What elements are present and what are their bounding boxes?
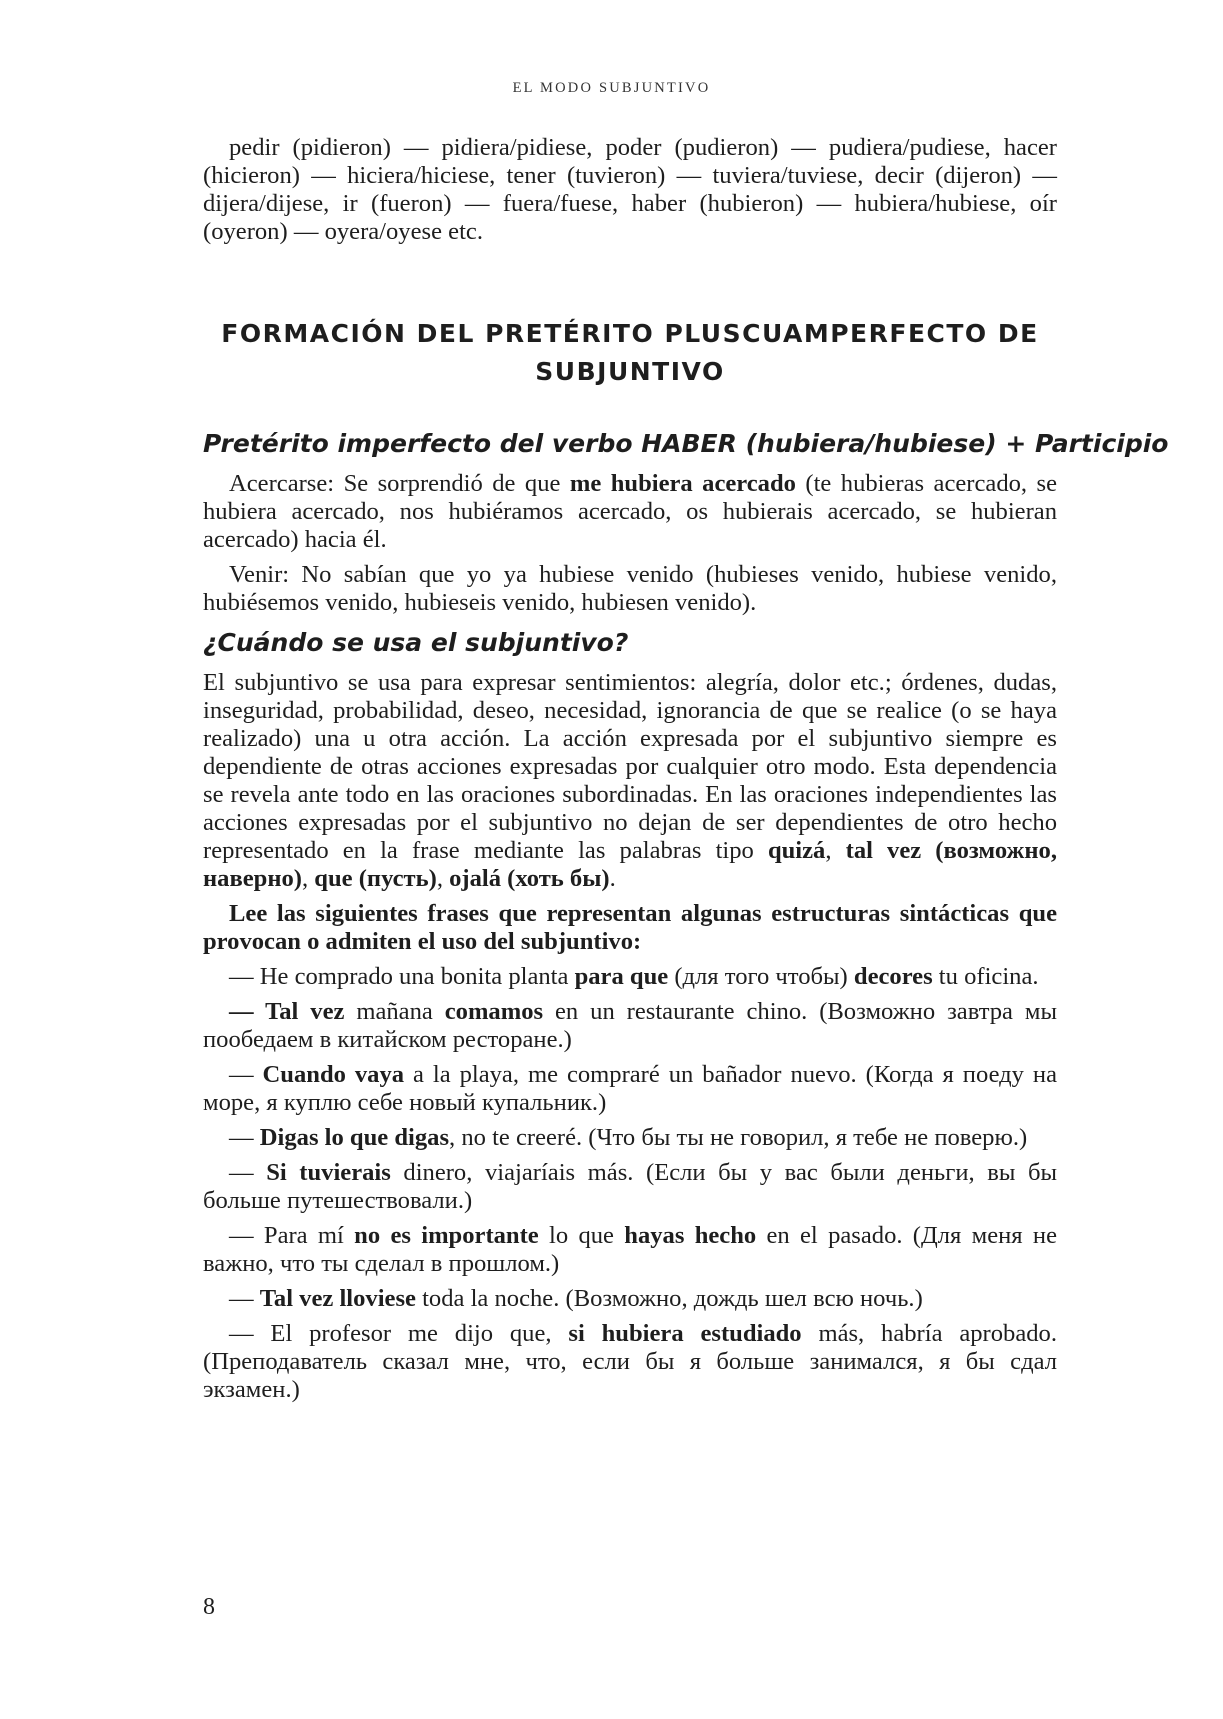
example-sentence (203, 998, 1057, 1054)
example-text: — (229, 1061, 263, 1088)
formation-heading: Pretérito imperfecto del verbo HABER (hubiera/hubiese) + Participio (203, 429, 1169, 458)
example-bold: no es importante (354, 1222, 539, 1249)
usage-word-ojala: ojalá (хоть бы) (449, 865, 610, 892)
page-content (203, 134, 1169, 1404)
example-text: toda la noche. (Возможно, дождь шел всю ночь.) (415, 1285, 923, 1312)
example-bold: decores (853, 963, 933, 990)
usage-end: . (609, 865, 616, 892)
example-bold: comamos (444, 998, 544, 1025)
example-text: — (229, 1159, 267, 1186)
example-text: — Para mí (229, 1222, 355, 1249)
example-bold: Digas lo que digas (259, 1124, 450, 1151)
example-text: — (229, 1285, 260, 1312)
example-bold: Si tuvierais (266, 1159, 391, 1186)
usage-word-quiza: quizá (767, 837, 826, 864)
example-sentence (203, 1061, 1057, 1117)
example-text: en el pasado. (Для меня не важно, что ты сделал в прошлом.) (203, 1222, 1057, 1277)
usage-sep: , (436, 865, 450, 892)
example-acercarse-tail: (te hubieras acercado, se hubiera acercado, nos hubiéramos acercado, os hubierais acercado, se hubieran acercado) hacia él. (203, 470, 1057, 553)
usage-text: El subjuntivo se usa para expresar sentimientos: alegría, dolor etc.; órdenes, dudas, inseguridad, probabilidad, deseo, necesidad, ignorancia de que se realice (o se haya realizado) una u otra acción. La acción expresada por el subjuntivo siempre es dependiente de otras acciones expresadas por cualquier otro modo. Esta dependencia se revela ante todo en las oraciones subordinadas. En las oraciones independientes las acciones expresadas por el subjuntivo no dejan de ser dependientes de otro hecho representado en la frase mediante las palabras tipo (203, 669, 1057, 864)
example-bold: hayas hecho (624, 1222, 757, 1249)
example-bold: para que (574, 963, 669, 990)
example-sentence (203, 1320, 1057, 1404)
usage-heading: ¿Cuándo se usa el subjuntivo? (203, 628, 629, 657)
example-text: — (229, 1124, 260, 1151)
example-sentence (203, 1124, 1057, 1152)
example-text: , no te creeré. (Что бы ты не говорил, я тебе не поверю.) (449, 1124, 1028, 1151)
instruction (203, 900, 1057, 956)
example-acercarse-lead: Acercarse: Se sorprendió de que (229, 470, 570, 497)
usage-sep: , (825, 837, 846, 864)
instruction-text: Lee las siguientes frases que representan algunas estructuras sintácticas que provocan o admiten el uso del subjuntivo: (203, 900, 1057, 955)
example-bold: si hubiera estudiado (568, 1320, 802, 1347)
example-sentence (203, 1285, 1057, 1313)
section-title-line2: SUBJUNTIVO (535, 357, 725, 386)
example-bold: Tal vez lloviese (259, 1285, 416, 1312)
usage-word-que: que (пусть) (314, 865, 437, 892)
example-text: mañana (344, 998, 445, 1025)
example-text: a la playa, me compraré un bañador nuevo. (Когда я поеду на море, я куплю себе новый купальник.) (203, 1061, 1057, 1116)
usage-paragraph (203, 669, 1057, 893)
example-bold: Cuando vaya (262, 1061, 405, 1088)
example-sentence (203, 1222, 1057, 1278)
example-sentence (203, 1159, 1057, 1215)
usage-word-tal-vez: tal vez (возможно, наверно) (203, 837, 1057, 892)
example-acercarse (203, 470, 1057, 554)
running-head: EL MODO SUBJUNTIVO (512, 80, 711, 96)
example-text: tu oficina. (932, 963, 1039, 990)
example-text: dinero, viajaríais más. (Если бы у вас были деньги, вы бы больше путешествовали.) (203, 1159, 1057, 1214)
usage-sep: , (302, 865, 315, 892)
page-number: 8 (203, 1594, 215, 1620)
example-text: (для того чтобы) (668, 963, 854, 990)
example-text: lo que (538, 1222, 625, 1249)
example-sentence (203, 963, 1057, 991)
example-acercarse-bold: me hubiera acercado (569, 470, 796, 497)
example-text: en un restaurante chino. (Возможно завтра мы пообедаем в китайском ресторане.) (203, 998, 1057, 1053)
example-text: más, habría aprobado. (Преподаватель сказал мне, что, если бы я больше занимался, я бы сдал экзамен.) (203, 1320, 1057, 1403)
section-title (203, 315, 1057, 391)
example-text: — El profesor me dijo que, (229, 1320, 569, 1347)
section-title-line1: FORMACIÓN DEL PRETÉRITO PLUSCUAMPERFECTO DE (221, 319, 1039, 348)
example-text: — He comprado una bonita planta (229, 963, 575, 990)
example-venir: Venir: No sabían que yo ya hubiese venido (hubieses venido, hubiese venido, hubiésemos venido, hubieseis venido, hubiesen venido). (203, 561, 1057, 616)
intro-paragraph: pedir (pidieron) — pidiera/pidiese, poder (pudieron) — pudiera/pudiese, hacer (hicieron) — hiciera/hiciese, tener (tuvieron) — tuviera/tuviese, decir (dijeron) — dijera/dijese, ir (fueron) — fuera/fuese, haber (hubieron) — hubiera/hubiese, oír (oyeron) — oyera/oyese etc. (203, 134, 1057, 245)
example-bold: — Tal vez (229, 998, 345, 1025)
